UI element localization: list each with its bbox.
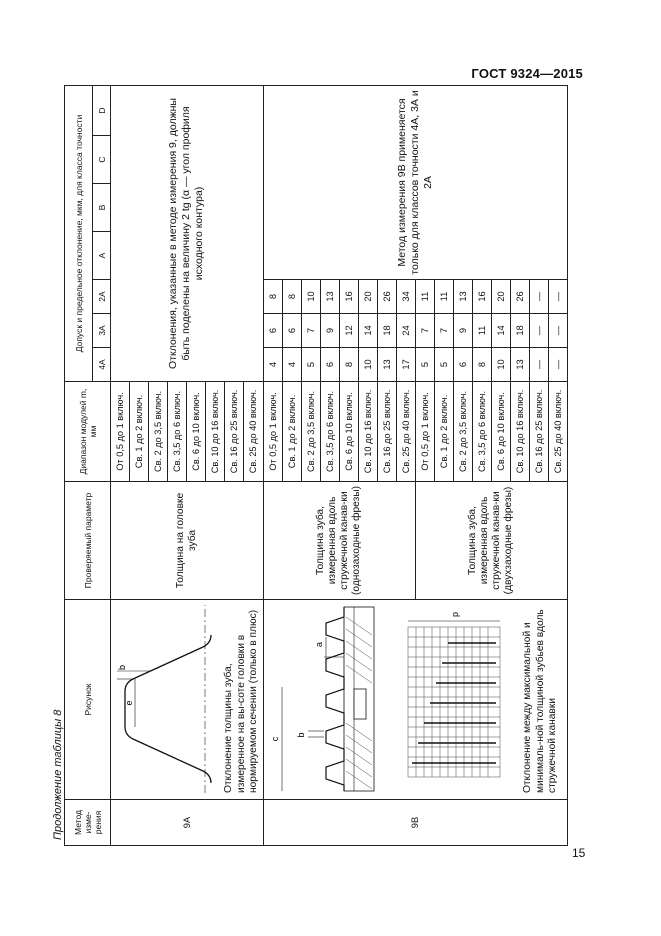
page-number: 15 [572,846,586,860]
value-3a: 14 [358,314,377,348]
range-9a: Св. 1 до 2 включ. [130,382,149,482]
value-3a: 9 [453,314,472,348]
value-2a: 13 [320,280,339,314]
header-class-b: B [93,184,111,232]
tooth-profile-figure [111,601,219,797]
label-b: b [117,664,127,670]
range-9b: Св. 2 до 3,5 включ. [453,382,472,482]
value-4a: — [548,348,567,382]
range-9b: Св. 6 до 10 включ. [339,382,358,482]
range-9b: Св. 10 до 16 включ. [358,382,377,482]
value-3a: 18 [377,314,396,348]
figure-9a [111,600,264,800]
value-4a: 13 [377,348,396,382]
header-parameter: Проверяемый параметр [65,482,111,600]
parameter-9b-single: Толщина зуба, измеренная вдоль стружечной канав-ки (однозаходные фрезы) [263,482,415,600]
range-9a: Св. 6 до 10 включ. [187,382,206,482]
figure-9b [263,600,567,800]
header-method: Метод изме-рения [65,800,111,846]
value-2a: 20 [491,280,510,314]
value-4a: 5 [434,348,453,382]
range-9a: Св. 25 до 40 включ. [244,382,263,482]
header-class-a: A [93,232,111,280]
parameter-9b-double: Толщина зуба, измеренная вдоль стружечной канав-ки (двухзаходные фрезы) [415,482,567,600]
parameter-9a: Толщина на головке зуба [111,482,264,600]
value-4a: 8 [472,348,491,382]
method-9b: 9В [263,800,567,846]
value-2a: 11 [415,280,434,314]
note-9b: Метод измерения 9В применяется только для классов точности 4А, 3А и 2А [263,86,567,280]
value-2a: — [548,280,567,314]
value-4a: 5 [415,348,434,382]
value-2a: 13 [453,280,472,314]
range-9b: От 0,5 до 1 включ. [263,382,282,482]
label-e: e [124,700,134,706]
range-9b: Св. 1 до 2 включ. [434,382,453,482]
range-9a: От 0,5 до 1 включ. [111,382,130,482]
value-4a: 10 [491,348,510,382]
label-p: p [450,611,461,617]
value-4a: 6 [320,348,339,382]
value-3a: 11 [472,314,491,348]
label-c: c [270,736,281,742]
value-4a: 4 [263,348,282,382]
range-9b: Св. 3,5 до 6 включ. [472,382,491,482]
range-9b: Св. 6 до 10 включ. [491,382,510,482]
value-3a: 14 [491,314,510,348]
hob-tooth-figure [268,601,386,797]
value-2a: 8 [282,280,301,314]
range-9b: Св. 25 до 40 включ. [396,382,415,482]
figure-9a-caption: Отклонение толщины зуба, измеренное на вы-соте головки в нормируемом сечении (только в плюс) [223,609,259,793]
value-3a: 24 [396,314,415,348]
value-2a: 26 [377,280,396,314]
range-9a: Св. 3,5 до 6 включ. [168,382,187,482]
range-9b: Св. 10 до 16 включ. [510,382,529,482]
note-9a: Отклонения, указанные в методе измерения 9, должны быть поделены на величину 2 tg (α — угол профиля исходного контура) [111,86,264,382]
value-2a: 16 [472,280,491,314]
value-3a: 7 [434,314,453,348]
range-9b: Св. 16 до 25 включ. [529,382,548,482]
range-9b: Св. 16 до 25 включ. [377,382,396,482]
standard-number: ГОСТ 9324—2015 [471,66,583,81]
header-figure: Рисунок [65,600,111,800]
range-9a: Св. 2 до 3,5 включ. [149,382,168,482]
range-9b: Св. 25 до 40 включ. [548,382,567,482]
header-class-2a: 2A [93,280,111,314]
range-9b: От 0,5 до 1 включ. [415,382,434,482]
value-2a: 26 [510,280,529,314]
value-2a: 8 [263,280,282,314]
value-2a: 34 [396,280,415,314]
value-4a: 8 [339,348,358,382]
method-9a: 9А [111,800,264,846]
header-class-4a: 4A [93,348,111,382]
header-class-d: D [93,86,111,136]
value-3a: 6 [282,314,301,348]
value-4a: 17 [396,348,415,382]
flute-grid-figure [388,601,518,797]
range-9a: Св. 10 до 16 включ. [206,382,225,482]
range-9b: Св. 3,5 до 6 включ. [320,382,339,482]
rotated-table-container [64,86,584,846]
value-4a: 4 [282,348,301,382]
value-4a: 10 [358,348,377,382]
value-3a: 7 [415,314,434,348]
value-3a: 18 [510,314,529,348]
value-2a: 10 [301,280,320,314]
label-a: a [314,641,325,647]
range-9b: Св. 1 до 2 включ. [282,382,301,482]
value-4a: — [529,348,548,382]
range-9a: Св. 16 до 25 включ. [225,382,244,482]
value-4a: 5 [301,348,320,382]
tolerance-table [64,85,568,846]
table-caption: Продолжение таблицы 8 [52,709,64,840]
header-range: Диапазон модулей m, мм [65,382,111,482]
header-class-c: C [93,136,111,184]
value-3a: 9 [320,314,339,348]
value-3a: 12 [339,314,358,348]
value-3a: 7 [301,314,320,348]
value-4a: 13 [510,348,529,382]
value-3a: — [548,314,567,348]
label-b: b [296,732,307,738]
figure-9b-caption: Отклонение между максимальной и минималь-ной толщиной зубьев вдоль стружечной канавки [522,609,559,793]
value-2a: — [529,280,548,314]
value-4a: 6 [453,348,472,382]
value-3a: 6 [263,314,282,348]
header-class-3a: 3A [93,314,111,348]
value-2a: 11 [434,280,453,314]
header-tolerance: Допуск и предельное отклонение, мкм, для класса точности [65,86,93,382]
value-3a: — [529,314,548,348]
value-2a: 16 [339,280,358,314]
range-9b: Св. 2 до 3,5 включ. [301,382,320,482]
value-2a: 20 [358,280,377,314]
